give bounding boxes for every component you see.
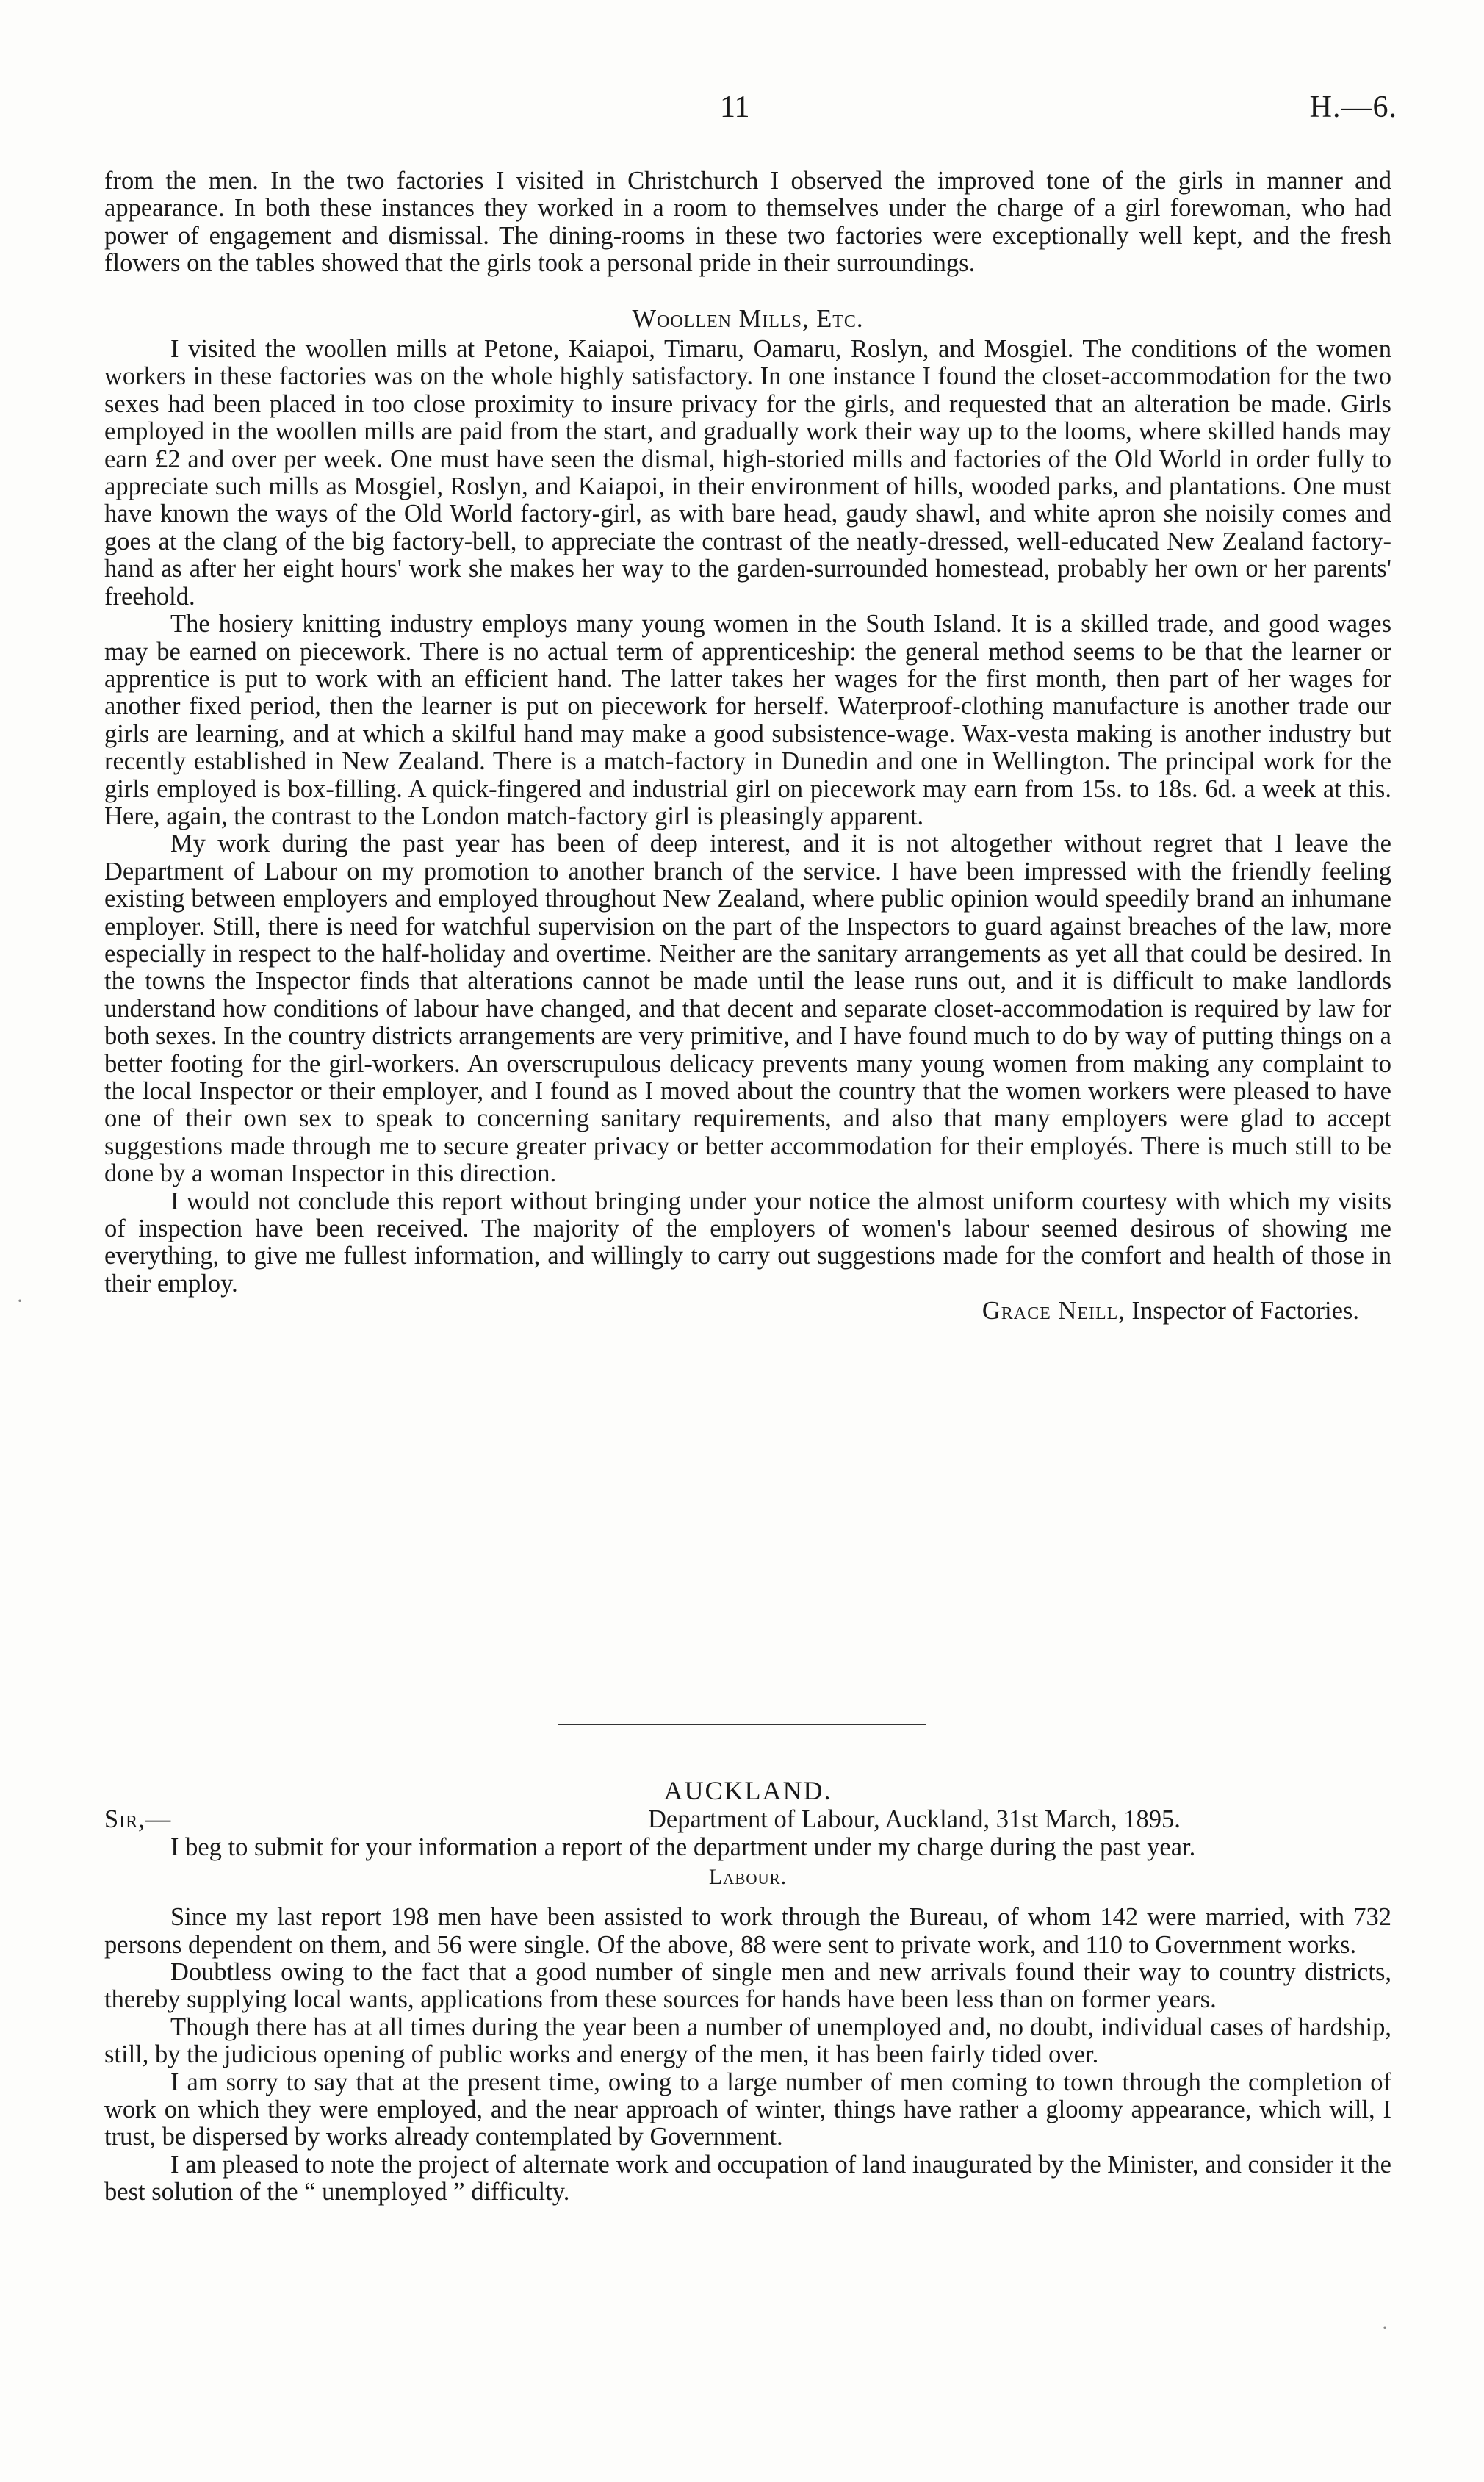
paragraph-woollen-mills: I visited the woollen mills at Petone, Kaiapoi, Timaru, Oamaru, Roslyn, and Mosgiel. The conditions of the women workers in these factories was on the whole highly satisfactory. In one instance I found the closet-accommodation for the two sexes had been placed in too close proximity to insure privacy for the girls, and requested that an alteration be made. Girls employed in the woollen mills are paid from the start, and gradually work their way up to the looms, where skilled hands may earn £2 and over per week. One must have seen the dismal, high-storied mills and factories of the Old World in order fully to appreciate such mills as Mosgiel, Roslyn, and Kaiapoi, in their environment of hills, wooded parks, and plantations. One must have known the ways of the Old World factory-girl, as with bare head, gaudy shawl, and white apron she noisily comes and goes at the clang of the big factory-bell, to appreciate the contrast of the neatly-dressed, well-educated New Zealand factory-hand as after her eight hours' work she makes her way to the garden-surrounded homestead, probably her own or her parents' freehold. — [104, 335, 1391, 611]
document-reference: H.—6. — [1309, 90, 1397, 124]
salutation-line — [104, 1806, 1391, 1834]
auckland-heading: AUCKLAND. — [663, 1776, 832, 1805]
paragraph-minister: I am pleased to note the project of alternate work and occupation of land inaugurated by the Minister, and consider it the best solution of the “ unemployed ” difficulty. — [104, 2150, 1391, 2206]
page-number: 11 — [720, 90, 750, 124]
opening-paragraph: from the men. In the two factories I visited in Christchurch I observed the improved tone of the girls in manner and appearance. In both these instances they worked in a room to themselves under the charge of a girl forewoman, who had power of engagement and dismissal. The dining-rooms in these two factories were exceptionally well kept, and the fresh flowers on the tables showed that the girls took a personal pride in their surroundings. — [104, 167, 1391, 278]
labour-subheading: Labour. — [708, 1864, 788, 1889]
woollen-mills-heading: Woollen Mills, Etc. — [632, 304, 864, 333]
signature-name: Grace Neill, — [981, 1297, 1125, 1325]
scan-speck: · — [16, 1289, 24, 1313]
paragraph-unemployed: Though there has at all times during the year been a number of unemployed and, no doubt, individual cases of hardship, still, by the judicious opening of public works and energy of the men, it has been fairly tided over. — [104, 2012, 1391, 2069]
paragraph-past-year: My work during the past year has been of deep interest, and it is not altogether without regret that I leave the Department of Labour on my promotion to another branch of the service. I have been impressed with the friendly feeling existing between employers and employed throughout New Zealand, where public opinion would speedily brand an inhumane employer. Still, there is need for watchful supervision on the part of the Inspectors to guard against breaches of the law, more especially in respect to the half-holiday and overtime. Neither are the sanitary arrangements as yet all that could be desired. In the towns the Inspector finds that alterations cannot be made until the lease runs out, and it is difficult to make landlords understand how conditions of labour have changed, and that decent and separate closet-accommodation is required by law for both sexes. In the country districts arrangements are very primitive, and I have found much to do by way of putting things on a better footing for the girl-workers. An overscrupulous delicacy prevents many young women from making any complaint to the local Inspector or their employer, and I found as I moved about the country that the women workers were pleased to have one of their own sex to speak to concerning sanitary requirements, and also that many employers were glad to accept suggestions made through me to secure greater privacy or better accommodation for their employés. There is much still to be done by a woman Inspector in this direction. — [104, 830, 1391, 1188]
page-header — [0, 90, 1484, 131]
paragraph-conclusion: I would not conclude this report without bringing under your notice the almost uniform courtesy with which my visits of inspection have been received. The majority of the employers of women's labour seemed desirous of showing me everything, to give me fullest information, and willingly to carry out suggestions made for the comfort and health of those in their employ. — [104, 1187, 1391, 1298]
section-divider — [558, 1724, 926, 1725]
paragraph-hosiery: The hosiery knitting industry employs many young women in the South Island. It is a skilled trade, and good wages may be earned on piecework. There is no actual term of apprenticeship: the general method seems to be that the learner or apprentice is put to work with an efficient hand. The latter takes her wages for the first month, then part of her wages for another fixed period, then the learner is put on piecework for herself. Waterproof-clothing manufacture is another trade our girls are learning, and at which a skilful hand may make a good subsistence-wage. Wax-vesta making is another industry but recently established in New Zealand. There is a match-factory in Dunedin and one in Wellington. The principal work for the girls employed is box-filling. A quick-fingered and industrial girl on piecework may earn from 15s. to 18s. 6d. a week at this. Here, again, the contrast to the London match-factory girl is pleasingly apparent. — [104, 610, 1391, 830]
paragraph-single-men: Doubtless owing to the fact that a good number of single men and new arrivals found their way to country districts, thereby supplying local wants, applications from these sources for hands have been less than on former years. — [104, 1958, 1391, 2014]
auckland-report-section — [104, 1777, 1391, 2206]
signature-title: Inspector of Factories. — [1125, 1297, 1359, 1325]
paragraph-bureau: Since my last report 198 men have been assisted to work through the Bureau, of whom 142 were married, with 732 persons dependent on them, and 56 were single. Of the above, 88 were sent to private work, and 110 to Government works. — [104, 1903, 1391, 1959]
signature — [104, 1298, 1391, 1325]
intro-paragraph: I beg to submit for your information a report of the department under my charge during the past year. — [170, 1833, 1196, 1862]
scan-speck: · — [1381, 2316, 1388, 2340]
paragraph-winter: I am sorry to say that at the present time, owing to a large number of men coming to town through the completion of work on which they were employed, and the near approach of winter, things have rather a gloomy appearance, which will, I trust, be dispersed by works already contemplated by Government. — [104, 2068, 1391, 2151]
salutation: Sir,— — [104, 1805, 172, 1834]
dateline: Department of Labour, Auckland, 31st March, 1895. — [648, 1805, 1181, 1834]
factories-report-section — [104, 168, 1391, 1325]
